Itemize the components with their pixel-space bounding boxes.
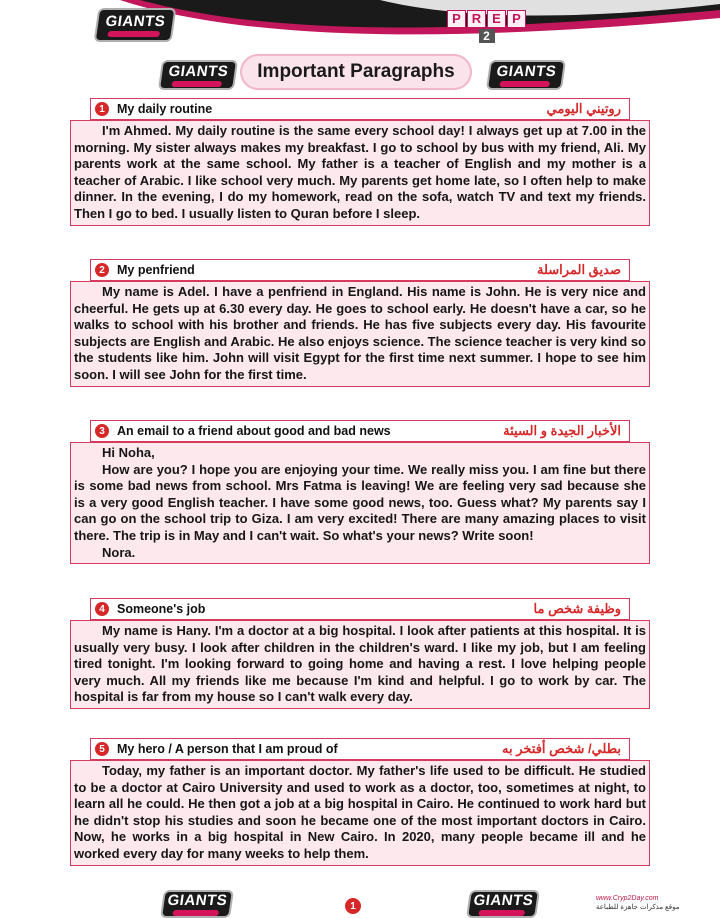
paragraph-text: How are you? I hope you are enjoying your time. We really miss you. I am fine but there is some bad news from school. Mrs Fatma is leaving! We are feeling very sad because she is a very good English teacher. I have some good news, too. Guess what? My parents say I can go on the school trip to Giza. I am very excited! There are many amazing places to visit there. The trip is in May and I can't wait. So what's your news? Write soon! <box>74 461 646 543</box>
giants-logo-footer-right <box>466 890 540 918</box>
site-url: www.Cryp2Day.com <box>596 895 659 902</box>
paragraph-section-1 <box>70 98 650 226</box>
prep-letter: R <box>467 10 486 28</box>
paragraph-section-4 <box>70 598 650 709</box>
section-header <box>90 598 630 620</box>
paragraph-text: Today, my father is an important doctor. My father's life used to be difficult. He studied to be a doctor at Cairo University and used to work as a doctor, too, sometimes at night, to learn all he could. He then got a job at a big hospital in Cairo. He continued to work hard but he didn't stop his studies and soon he became one of the most important doctors in Cairo. Now, he works in a big hospital in New Cairo. In 2020, many people became ill and he worked every day for many weeks to help them. <box>74 763 646 861</box>
prep-letter: P <box>507 10 526 28</box>
section-header <box>90 738 630 760</box>
logo-underline <box>499 81 550 87</box>
prep-letter: E <box>487 10 506 28</box>
section-number-badge: 5 <box>95 742 109 756</box>
prep-badge <box>447 10 526 43</box>
logo-text: GIANTS <box>472 891 535 909</box>
prep-letter: P <box>447 10 466 28</box>
section-title-ar: روتيني اليومي <box>546 101 621 116</box>
section-number-badge: 3 <box>95 424 109 438</box>
section-body <box>70 620 650 709</box>
section-title-en: My hero / A person that I am proud of <box>117 742 338 756</box>
section-title-ar: وظيفة شخص ما <box>533 601 621 616</box>
email-signature: Nora. <box>102 544 136 560</box>
paragraph-text: I'm Ahmed. My daily routine is the same every school day! I always get up at 7.00 in the morning. My sister always makes my breakfast. I go to school by bus with my friend, Ali. My parents work at the same school. My father is a teacher of English and my mother is a teacher of Arabic. I like school very much. My parents get home late, so I often help to make dinner. In the evening, I do my homework, read on the sofa, watch TV and text my friends. Then I go to bed. I usually listen to Quran before I sleep. <box>74 123 646 221</box>
logo-text: GIANTS <box>167 62 230 80</box>
logo-underline <box>478 910 525 916</box>
logo-text: GIANTS <box>495 62 558 80</box>
logo-underline <box>172 910 219 916</box>
section-title-ar: صديق المراسلة <box>537 262 621 277</box>
logo-text: GIANTS <box>166 891 229 909</box>
giants-logo-footer-left <box>160 890 234 918</box>
section-body <box>70 281 650 387</box>
section-number-badge: 1 <box>95 102 109 116</box>
section-header <box>90 259 630 281</box>
paragraph-section-5 <box>70 738 650 866</box>
section-body <box>70 760 650 866</box>
paragraph-section-2 <box>70 259 650 387</box>
page-title: Important Paragraphs <box>240 54 472 90</box>
section-header <box>90 98 630 120</box>
logo-underline <box>171 81 222 87</box>
section-title-ar: بطلي/ شخص أفتخر به <box>502 741 621 756</box>
section-body <box>70 120 650 226</box>
section-title-en: My penfriend <box>117 263 195 277</box>
paragraph-text: My name is Adel. I have a penfriend in England. His name is John. He is very nice and cheerful. He gets up at 6.30 every day. He goes to school early. He doesn't have a car, so he walks to school with his brother and friends. He has five subjects every day. His favourite subjects are English and Arabic. He also enjoys science. The science teacher is very kind so the students like him. John will visit Egypt for the first time next summer. I hope to see him soon. I will see John for the first time. <box>74 284 646 382</box>
section-title-en: Someone's job <box>117 602 206 616</box>
page-number: 1 <box>345 898 361 914</box>
paragraph-section-3 <box>70 420 650 564</box>
section-header <box>90 420 630 442</box>
section-number-badge: 4 <box>95 602 109 616</box>
prep-number: 2 <box>479 29 495 43</box>
giants-logo-title-right <box>486 60 566 90</box>
logo-underline <box>107 31 160 37</box>
giants-logo-title-left <box>158 60 238 90</box>
logo-text: GIANTS <box>104 12 167 30</box>
site-watermark <box>596 894 686 912</box>
prep-letters <box>447 10 526 28</box>
paragraph-text: My name is Hany. I'm a doctor at a big hospital. I look after patients at this hospital. It is usually very busy. I look after children in the children's ward. I like my job, but I am feeling tired tonight. I'm looking forward to going home and having a rest. I love helping people very much. All my friends like me because I'm kind and helpful. I go to work by car. The hospital is far from my house so I can't walk every day. <box>74 623 646 705</box>
section-body <box>70 442 650 564</box>
section-title-en: An email to a friend about good and bad news <box>117 424 391 438</box>
section-title-ar: الأخبار الجيدة و السيئة <box>503 423 621 438</box>
email-greeting: Hi Noha, <box>102 445 155 460</box>
section-title-en: My daily routine <box>117 102 213 116</box>
site-caption: موقع مذكرات جاهزة للطباعة <box>596 904 680 911</box>
section-number-badge: 2 <box>95 263 109 277</box>
giants-logo-top <box>94 8 177 42</box>
